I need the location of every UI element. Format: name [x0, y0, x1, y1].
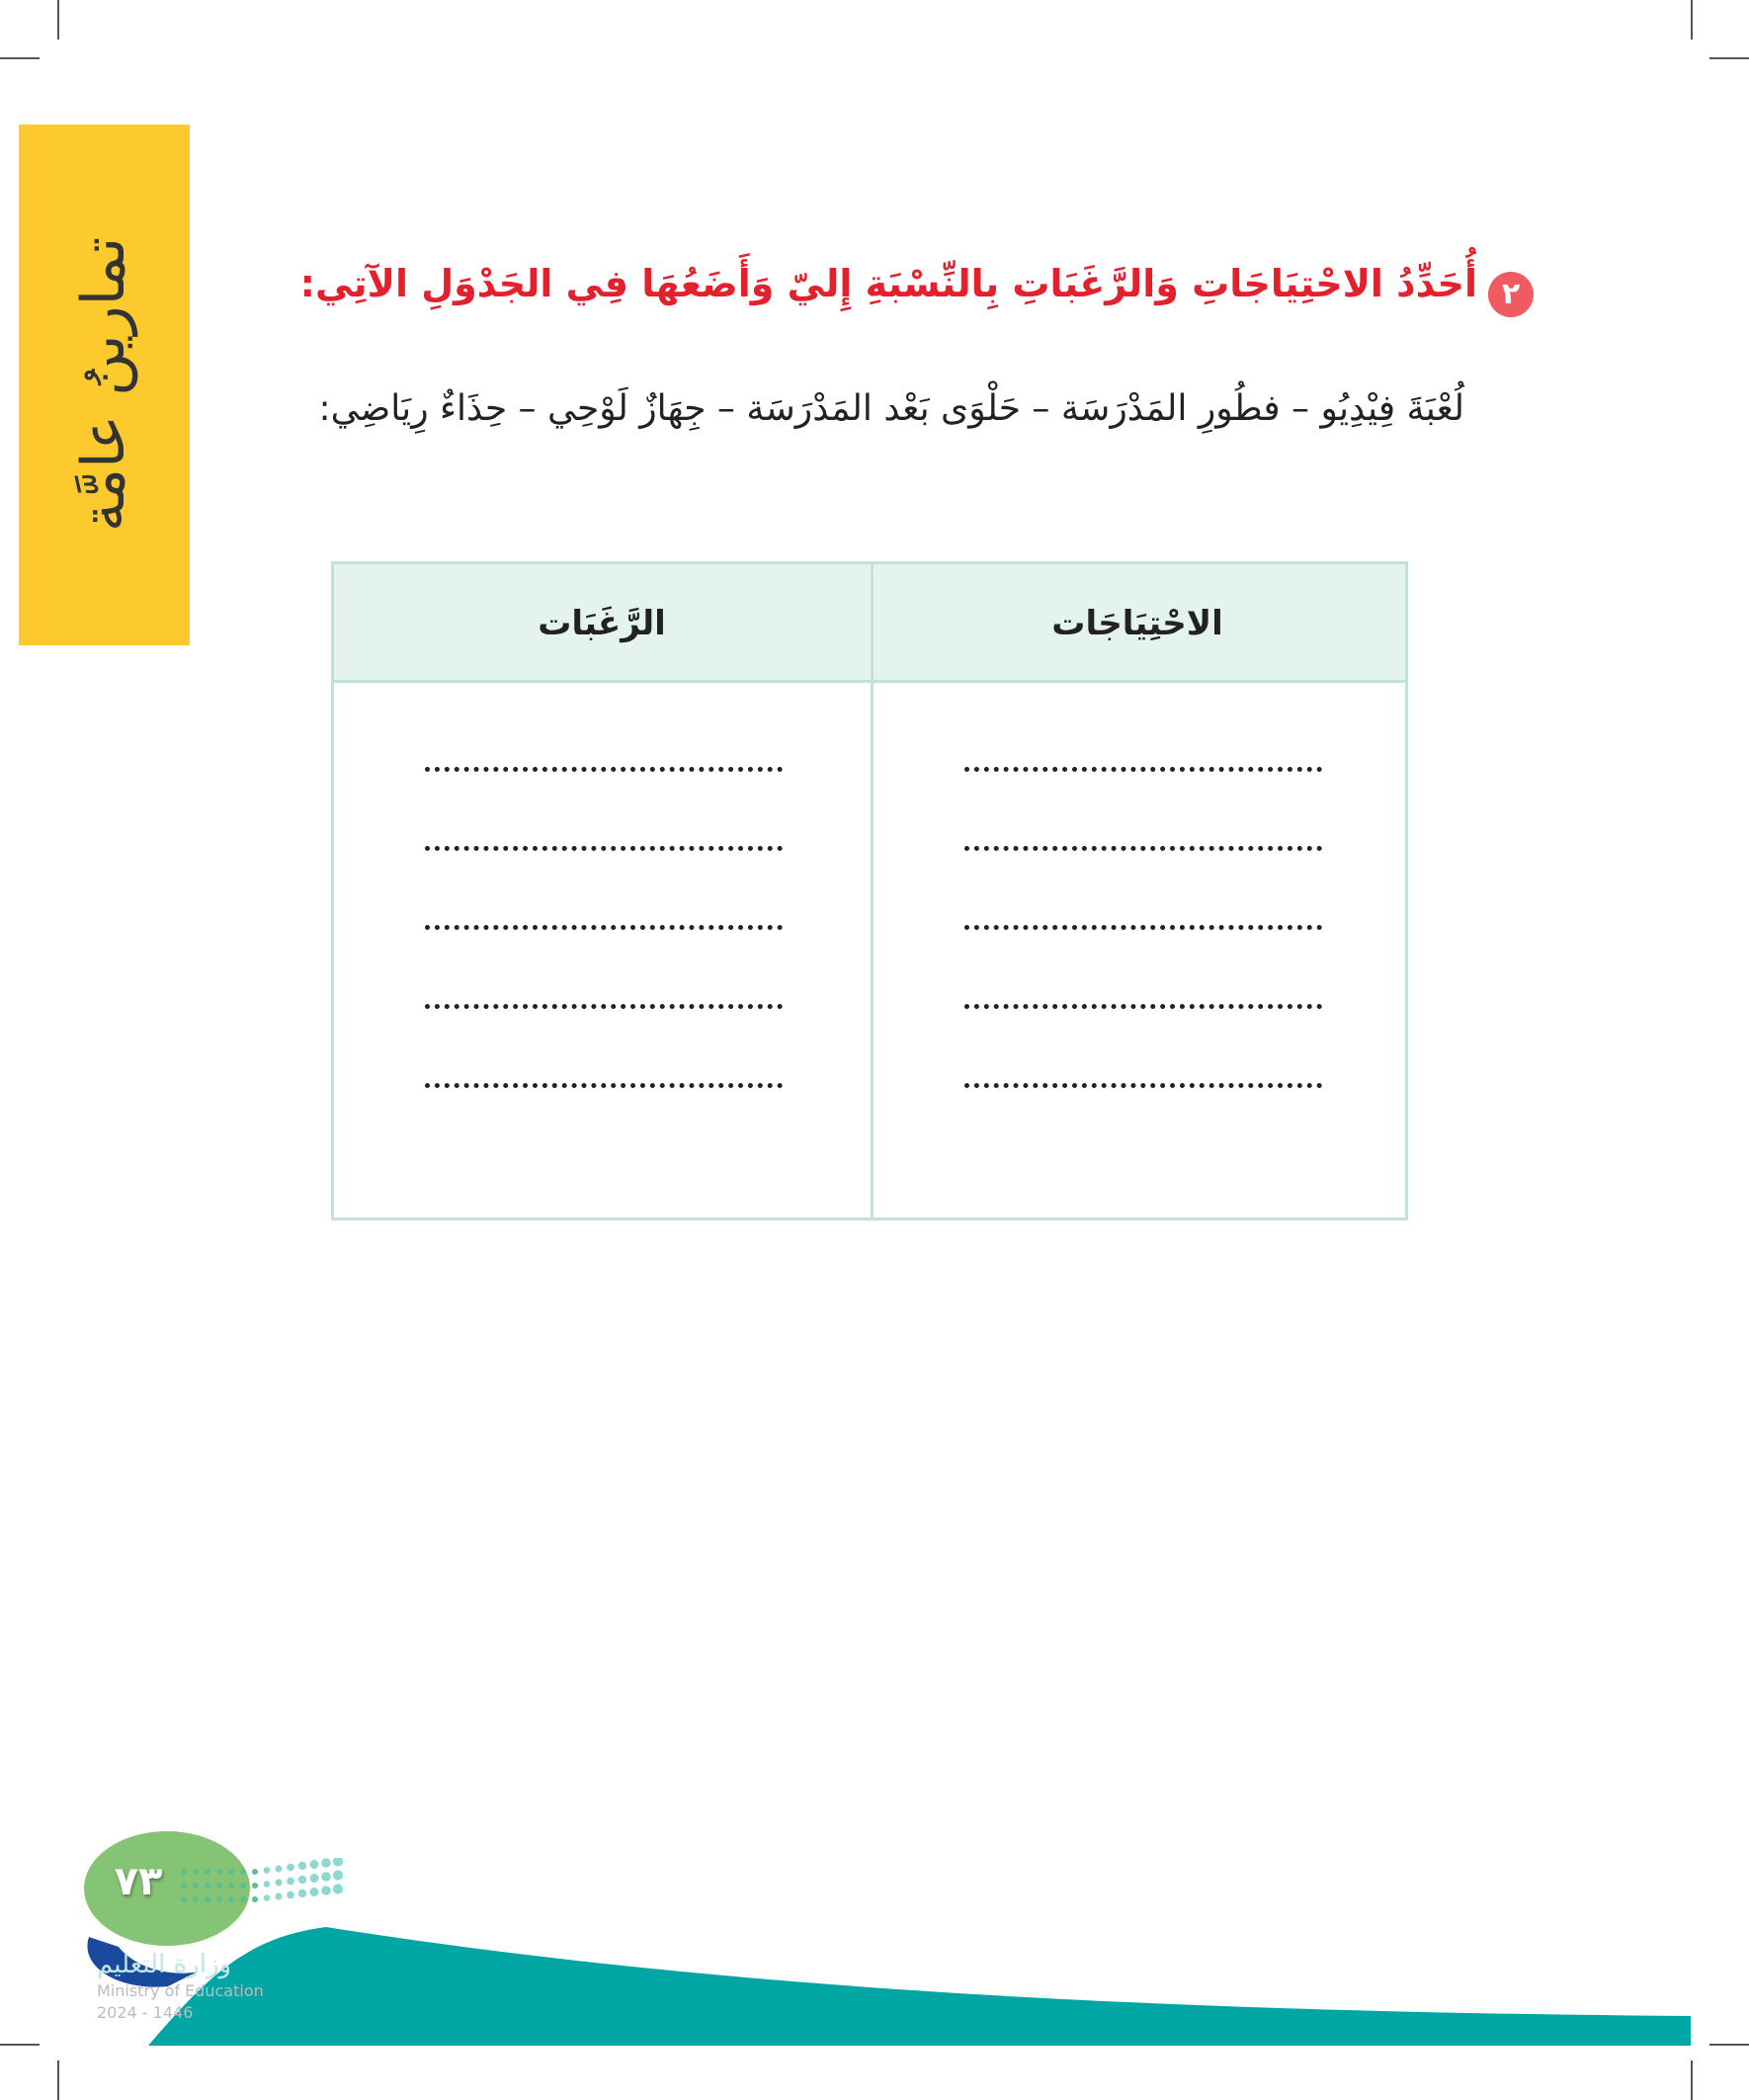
section-sidebar [19, 125, 190, 645]
answer-line-needs[interactable] [964, 1083, 1322, 1088]
question-text: أُحَدِّدُ الاحْتِيَاجَاتِ وَالرَّغَبَاتِ بِالنِّسْبَةِ إِليّ وَأَضَعُهَا فِي الجَدْوَلِ الآتِي: [299, 262, 1477, 305]
logo-dot [287, 1878, 294, 1886]
logo-dot [216, 1869, 222, 1875]
logo-dot [193, 1869, 199, 1875]
logo-dot [181, 1896, 187, 1902]
crop-mark [1691, 0, 1693, 40]
logo-dot [181, 1883, 187, 1889]
footer-wave [148, 1917, 1691, 2046]
question-number-badge: ٢ [1488, 272, 1534, 317]
crop-mark [0, 57, 40, 59]
logo-dot [216, 1883, 222, 1889]
logo-dot [333, 1884, 343, 1893]
crop-mark [57, 2060, 59, 2100]
logo-dot [275, 1865, 282, 1872]
crop-mark [1691, 2060, 1693, 2100]
logo-dot [228, 1869, 234, 1875]
ministry-name-ar: وزارة التعليم [97, 1950, 232, 1979]
answer-line-wants[interactable] [425, 767, 783, 772]
answer-line-wants[interactable] [425, 1083, 783, 1088]
logo-dot [298, 1890, 306, 1897]
watermark-year: 2024 - 1446 [97, 2003, 194, 2022]
crop-mark [0, 2044, 40, 2046]
logo-dot [321, 1886, 331, 1895]
logo-dot [333, 1870, 343, 1880]
logo-dot [205, 1883, 210, 1889]
logo-dot [298, 1876, 306, 1884]
logo-dot [333, 1858, 343, 1867]
logo-dot [205, 1869, 210, 1875]
logo-dot [287, 1864, 294, 1872]
logo-dot [275, 1879, 282, 1886]
word-list: لُعْبَةَ فِيْدِيُو – فطُورِ المَدْرَسَة – حَلْوَى بَعْد المَدْرَسَة – جِهَازٌ لَوْحِي – حِذَاءٌ رِيَاضِي: [318, 388, 1464, 429]
logo-dot [264, 1881, 271, 1888]
logo-dot [240, 1896, 246, 1902]
logo-dot [252, 1869, 258, 1875]
ministry-name-en: Ministry of Education [97, 1981, 264, 2000]
column-divider [871, 564, 874, 1218]
answer-line-needs[interactable] [964, 925, 1322, 930]
logo-dot [228, 1896, 234, 1902]
ministry-watermark [97, 1949, 264, 2024]
logo-dot [310, 1874, 319, 1883]
logo-dot [240, 1869, 246, 1875]
logo-dot [193, 1883, 199, 1889]
section-title: تمارينُ عامَّة [69, 236, 138, 533]
logo-dot [264, 1894, 271, 1901]
header-needs: الاحْتِيَاجَات [870, 564, 1405, 683]
header-wants: الرَّغَبَات [334, 564, 870, 683]
logo-dot [216, 1896, 222, 1902]
crop-mark [1709, 57, 1749, 59]
crop-mark [1709, 2044, 1749, 2046]
page-number: ٧٣ [114, 1859, 163, 1904]
answer-line-wants[interactable] [425, 846, 783, 851]
answer-line-needs[interactable] [964, 767, 1322, 772]
logo-dot [321, 1858, 331, 1868]
answer-line-needs[interactable] [964, 846, 1322, 851]
logo-dot [298, 1862, 306, 1870]
needs-wants-table [331, 561, 1408, 1220]
logo-dot [310, 1860, 319, 1869]
answer-line-needs[interactable] [964, 1004, 1322, 1009]
logo-dot [181, 1869, 187, 1875]
answer-line-wants[interactable] [425, 1004, 783, 1009]
logo-dot [321, 1872, 331, 1882]
logo-dot [275, 1892, 282, 1899]
logo-dot [193, 1896, 199, 1902]
logo-dot [252, 1883, 258, 1889]
logo-dot [240, 1883, 246, 1889]
logo-dot [264, 1867, 271, 1874]
logo-dot [252, 1896, 258, 1902]
logo-dot [310, 1888, 319, 1896]
ministry-dots-logo [178, 1858, 356, 1917]
answer-line-wants[interactable] [425, 925, 783, 930]
logo-dot [228, 1883, 234, 1889]
logo-dot [205, 1896, 210, 1902]
logo-dot [287, 1891, 294, 1899]
crop-mark [57, 0, 59, 40]
